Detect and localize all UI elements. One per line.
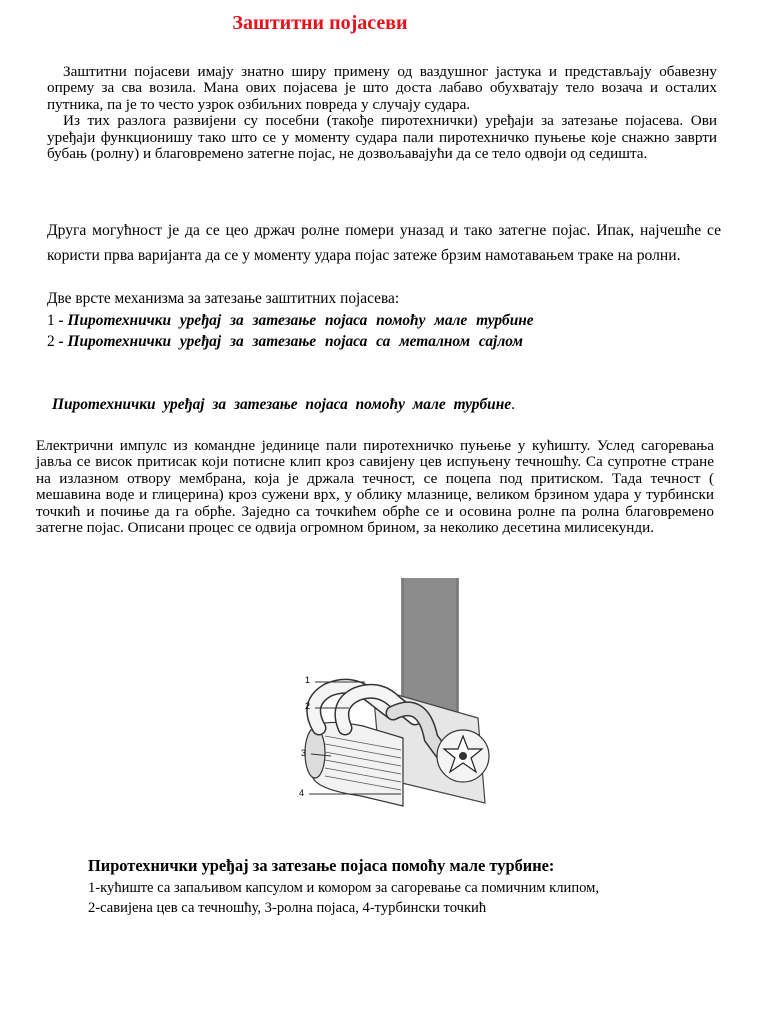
mechanism-text: Пиротехнички уређај за затезање појаса са металном сајлом <box>67 333 523 350</box>
mechanism-item-1 <box>47 312 727 330</box>
figure-caption-line-2: 2-савијена цев са течношћу, 3-ролна појаса, 4-турбински точкић <box>88 900 487 916</box>
mechanism-separator: - <box>54 312 68 329</box>
subheading-period: . <box>511 396 515 413</box>
subheading-text: Пиротехнички уређај за затезање појаса помоћу мале турбине <box>52 396 512 413</box>
page-title: Заштитни појасеви <box>232 12 408 34</box>
turbine-tensioner-figure <box>253 578 515 834</box>
figure-caption-line-1: 1-кућиште са запаљивом капсулом и комором за сагоревање са помичним клипом, <box>88 880 600 896</box>
figure-label-4: 4 <box>299 788 305 798</box>
figure-label-2: 2 <box>305 701 311 711</box>
paragraph-2: Из тих разлога развијени су посебни (такође пиротехнички) уређаји за затезање појасева. Ови уређаји функционишу тако што се у моменту судара пали пиротехничко пуњење које снажно заврти бубањ (ролну) и благовремено затегне појас, не дозвољавајући да се тело одвоји од седишта. <box>47 112 717 163</box>
paragraph-3: Друга могућност је да се цео држач ролне помери уназад и тако затегне појас. Ипак, најчешће се користи прва варијанта да се у моменту удара појас затеже брзим намотавањем траке на ролни. <box>47 222 721 264</box>
mechanism-number: 1 <box>47 312 55 329</box>
figure-label-1: 1 <box>305 675 311 685</box>
turbine-wheel <box>437 730 489 782</box>
intro-paragraphs <box>47 64 717 162</box>
mechanism-number: 2 <box>47 333 55 350</box>
mechanism-item-2 <box>47 333 727 351</box>
figure-label-3: 3 <box>301 748 307 758</box>
section-subheading <box>52 396 692 414</box>
paragraph-1: Заштитни појасеви имају знатно ширу примену од ваздушног јастука и представљају обавезну опрему за сва возила. Мана ових појасева је што доста лабаво обухватају тело возача и осталих путника, па је то често узрок озбиљних повреда у случају судара. <box>47 63 717 113</box>
mechanisms-intro: Две врсте механизма за затезање заштитних појасева: <box>47 290 400 307</box>
paragraph-4: Електрични импулс из командне јединице пали пиротехничко пуњење у кућишту. Услед сагоревања јавља се висок притисак који потисне клип кроз савијену цев испуњену течношћу. Са супротне стране на излазном отвору мембрана, која је држала течност, се поцепа под притиском. Тада течност ( мешавина воде и глицерина) кроз сужени врх, у облику млазнице, великом брзином удара у турбински точкић и почиње да га обрће. Заједно са точкићем обрће се и осовина ролне па ролна благовремено затегне појас. Описани процес се одвија огромном брином, за неколико десетина милисекунди. <box>36 437 714 537</box>
figure-caption-title: Пиротехнички уређај за затезање појаса помоћу мале турбине: <box>88 856 555 875</box>
turbine-tensioner-drawing <box>253 578 515 834</box>
mechanism-separator: - <box>54 333 68 350</box>
mechanism-text: Пиротехнички уређај за затезање појаса помоћу мале турбине <box>67 312 534 329</box>
